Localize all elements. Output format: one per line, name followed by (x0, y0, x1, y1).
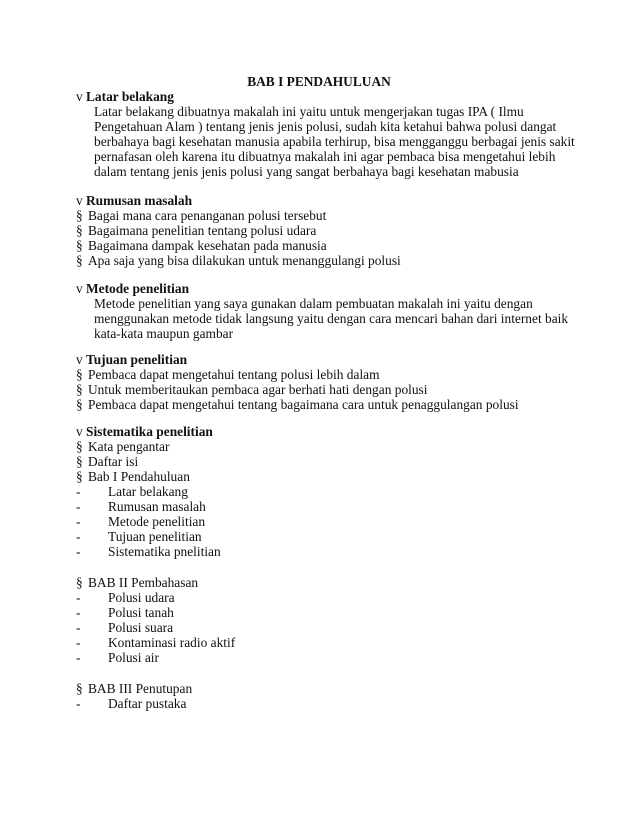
document-title-text: BAB I PENDAHULUAN (247, 74, 391, 89)
section-heading-text: Sistematika penelitian (86, 424, 213, 439)
sub-list-item-text: Tujuan penelitian (108, 529, 202, 544)
list-item-text: Pembaca dapat mengetahui tentang bagaimana cara untuk penaggulangan polusi (88, 397, 519, 412)
bullet-marker: § (76, 223, 83, 238)
bullet-marker: § (76, 382, 83, 397)
section-rumusan-masalah (76, 193, 576, 268)
dash-marker: - (76, 635, 81, 650)
section-heading (76, 424, 576, 439)
sub-list-item-text: Metode penelitian (108, 514, 206, 529)
spacer (76, 559, 576, 575)
list-item-text: Bagaimana dampak kesehatan pada manusia (88, 238, 327, 253)
list-item (76, 469, 576, 484)
list-item-text: Bagaimana penelitian tentang polusi udara (88, 223, 317, 238)
dash-marker: - (76, 590, 81, 605)
paragraph-line: kata-kata maupun gambar (94, 326, 234, 341)
list-item-text: Bagai mana cara penanganan polusi tersebut (88, 208, 327, 223)
section-marker: v (76, 193, 83, 208)
paragraph-line: Metode penelitian yang saya gunakan dalam pembuatan makalah ini yaitu dengan (94, 296, 533, 311)
section-paragraph (76, 104, 575, 179)
bullet-marker: § (76, 575, 83, 590)
list-item (76, 382, 576, 397)
section-heading (76, 352, 576, 367)
list-item-text: Kata pengantar (88, 439, 170, 454)
list-item (76, 367, 576, 382)
bullet-marker: § (76, 469, 83, 484)
dash-marker: - (76, 696, 81, 711)
section-metode-penelitian (76, 281, 576, 341)
section-marker: v (76, 89, 83, 104)
paragraph-line: dalam tentang jenis jenis polusi yang sangat berbahaya bagi kesehatan mabusia (94, 164, 519, 179)
paragraph-line: menggunakan metode tidak langsung yaitu dengan cara mencari bahan dari internet baik (94, 311, 569, 326)
dash-marker: - (76, 620, 81, 635)
sub-list-item (76, 544, 576, 559)
bullet-marker: § (76, 208, 83, 223)
bullet-marker: § (76, 397, 83, 412)
bullet-marker: § (76, 439, 83, 454)
section-paragraph (76, 296, 569, 341)
section-marker: v (76, 424, 83, 439)
list-item (76, 223, 576, 238)
sub-list-item (76, 499, 576, 514)
sub-list-item-text: Kontaminasi radio aktif (108, 635, 236, 650)
sub-list-item-text: Polusi udara (108, 590, 175, 605)
section-marker: v (76, 281, 83, 296)
sub-list-item (76, 529, 576, 544)
bullet-marker: § (76, 238, 83, 253)
dash-marker: - (76, 605, 81, 620)
paragraph-line: pernafasan oleh karena itu dibuatnya makalah ini agar pembaca bisa mengetahui lebih (94, 149, 556, 164)
list-item (76, 681, 576, 696)
section-heading (76, 89, 576, 104)
list-item (76, 238, 576, 253)
bullet-marker: § (76, 253, 83, 268)
list-item-text: Bab I Pendahuluan (88, 469, 190, 484)
section-heading (76, 193, 576, 208)
dash-marker: - (76, 499, 81, 514)
section-heading-text: Rumusan masalah (86, 193, 193, 208)
list-item (76, 397, 576, 412)
list-item (76, 253, 576, 268)
section-heading (76, 281, 576, 296)
bullet-marker: § (76, 454, 83, 469)
sub-list-item (76, 635, 576, 650)
sub-list-item (76, 590, 576, 605)
list-item-text: BAB III Penutupan (88, 681, 193, 696)
list-item (76, 454, 576, 469)
list-item (76, 575, 576, 590)
bullet-marker: § (76, 367, 83, 382)
list-item-text: Daftar isi (88, 454, 139, 469)
sub-list-item (76, 484, 576, 499)
sub-list-item-text: Polusi tanah (108, 605, 174, 620)
sub-list-item (76, 620, 576, 635)
dash-marker: - (76, 529, 81, 544)
sub-list-item (76, 514, 576, 529)
dash-marker: - (76, 650, 81, 665)
list-item-text: Untuk memberitaukan pembaca agar berhati hati dengan polusi (88, 382, 428, 397)
dash-marker: - (76, 544, 81, 559)
section-heading-text: Metode penelitian (86, 281, 190, 296)
sub-list-item-text: Latar belakang (108, 484, 188, 499)
sub-list-item-text: Polusi suara (108, 620, 174, 635)
paragraph-line: Pengetahuan Alam ) tentang jenis jenis polusi, sudah kita ketahui bahwa polusi dangat (94, 119, 557, 134)
sub-list-item (76, 605, 576, 620)
section-tujuan-penelitian (76, 352, 576, 412)
dash-marker: - (76, 484, 81, 499)
sub-list-item (76, 696, 576, 711)
sub-list-item-text: Sistematika pnelitian (108, 544, 221, 559)
paragraph-line: Latar belakang dibuatnya makalah ini yaitu untuk mengerjakan tugas IPA ( Ilmu (94, 104, 524, 119)
sub-list-item-text: Polusi air (108, 650, 159, 665)
sub-list-item (76, 650, 576, 665)
sub-list-item-text: Rumusan masalah (108, 499, 206, 514)
spacer (76, 665, 576, 681)
section-sistematika-penelitian (76, 424, 576, 711)
bullet-marker: § (76, 681, 83, 696)
paragraph-line: berbahaya bagi kesehatan manusia apabila terhirup, bisa mengganggu berbagai jenis sakit (94, 134, 575, 149)
list-item-text: Pembaca dapat mengetahui tentang polusi lebih dalam (88, 367, 380, 382)
section-latar-belakang (76, 89, 576, 179)
section-heading-text: Latar belakang (86, 89, 174, 104)
section-marker: v (76, 352, 83, 367)
sub-list-item-text: Daftar pustaka (108, 696, 187, 711)
list-item (76, 439, 576, 454)
list-item (76, 208, 576, 223)
section-heading-text: Tujuan penelitian (86, 352, 188, 367)
list-item-text: Apa saja yang bisa dilakukan untuk menanggulangi polusi (88, 253, 401, 268)
document-title (0, 74, 638, 89)
dash-marker: - (76, 514, 81, 529)
list-item-text: BAB II Pembahasan (88, 575, 199, 590)
